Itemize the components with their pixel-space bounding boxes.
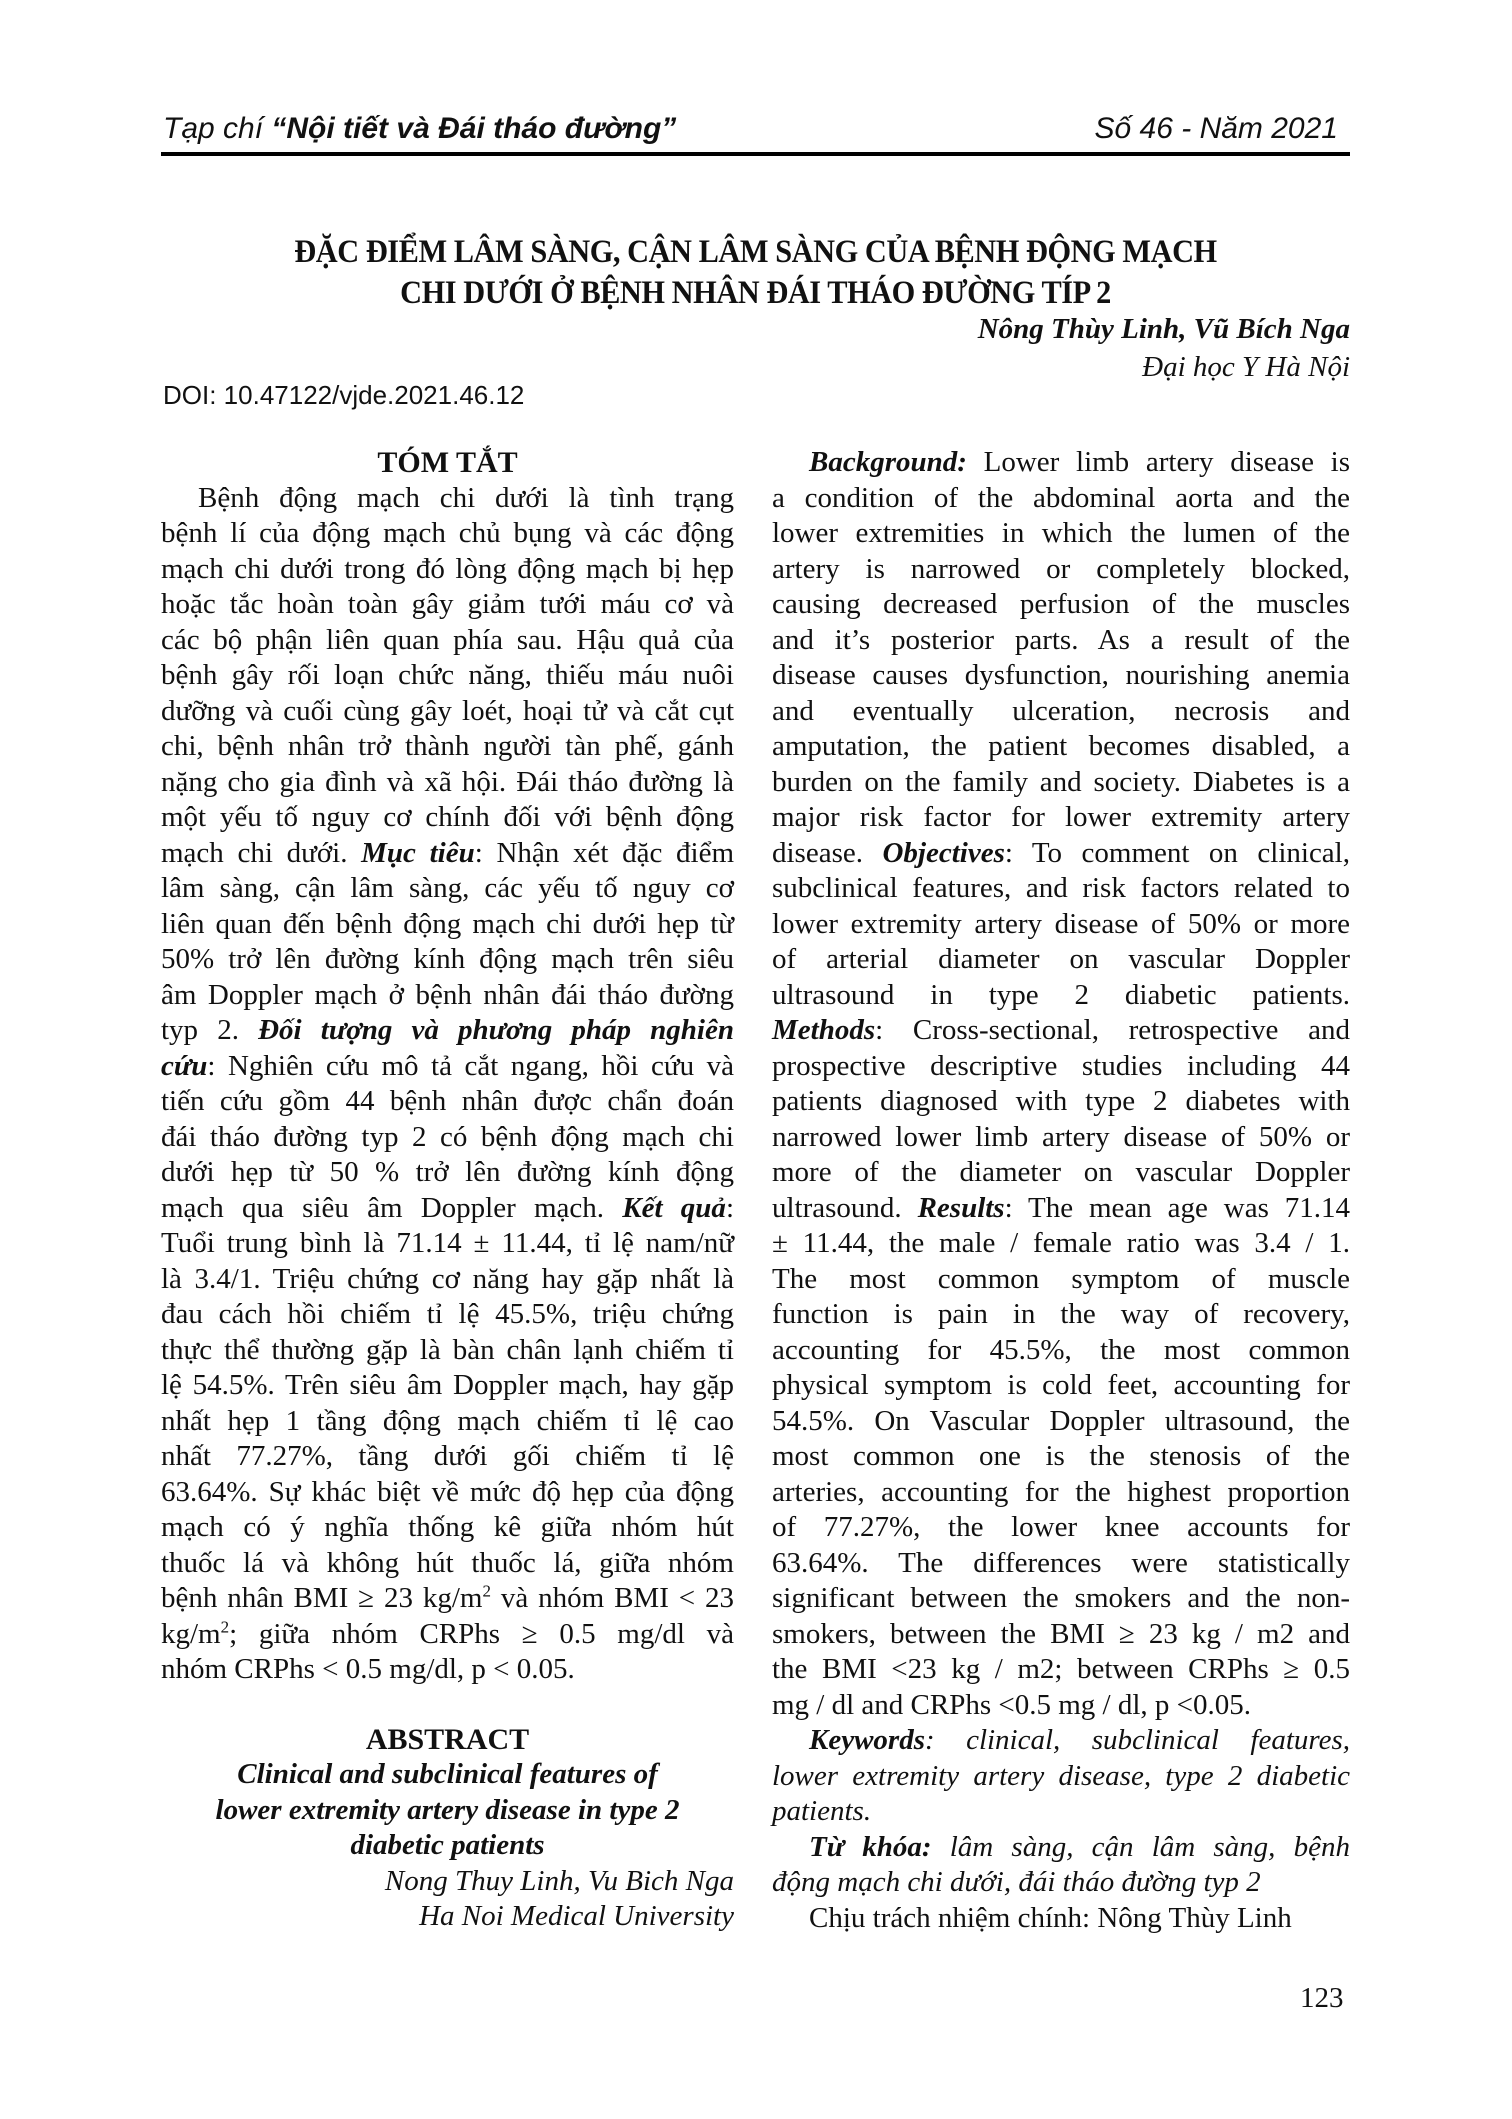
keywords-line: patients.: [772, 1795, 872, 1827]
text-line: [772, 836, 1350, 872]
text-span: và nhóm BMI < 23: [491, 1582, 734, 1614]
responsible-author: Chịu trách nhiệm chính: Nông Thùy Linh: [809, 1901, 1292, 1934]
title-line-2: CHI DƯỚI Ở BỆNH NHÂN ĐÁI THÁO ĐƯỜNG TÍP 2: [400, 275, 1111, 311]
journal-name: “Nội tiết và Đái tháo đường”: [271, 112, 677, 145]
text-line: Bệnh động mạch chi dưới là tình trạng: [198, 481, 734, 514]
text-span: lâm sàng, cận lâm sàng, bệnh: [931, 1830, 1350, 1863]
text-line: bệnh lí của động mạch chủ bụng và các động: [161, 517, 734, 549]
text-span: ultrasound.: [772, 1191, 918, 1224]
methods-label: Đối tượng và phương pháp nghiên: [258, 1014, 734, 1046]
text-line: amputation, the patient becomes disabled, a: [772, 730, 1350, 762]
methods-label: cứu: [161, 1049, 208, 1082]
right-column: [772, 445, 1350, 1936]
text-line: lower extremities in which the lumen of the: [772, 517, 1350, 549]
text-line: [772, 445, 1350, 481]
journal-prefix: Tạp chí: [163, 112, 272, 145]
keywords-label: Keywords: [809, 1724, 925, 1756]
text-line: prospective descriptive studies including 44: [772, 1049, 1350, 1082]
doi[interactable]: DOI: 10.47122/vjde.2021.46.12: [163, 380, 525, 410]
text-line: mạch chi dưới trong đó lòng động mạch bị hẹp: [161, 552, 734, 585]
objectives-label: Objectives: [882, 836, 1005, 869]
text-line: chi, bệnh nhân trở thành người tàn phế, gánh: [161, 730, 734, 762]
text-line: thực thể thường gặp là bàn chân lạnh chiếm tỉ: [161, 1333, 734, 1366]
abstract-title-line: diabetic patients: [350, 1829, 545, 1861]
text-line: [772, 1191, 1350, 1227]
text-span: :: [725, 1191, 734, 1224]
text-line: hoặc tắc hoàn toàn gây giảm tưới máu cơ và: [161, 588, 734, 620]
text-line: [161, 1581, 734, 1617]
text-line: [161, 1191, 734, 1227]
text-line: [161, 836, 734, 872]
text-line: [161, 1013, 734, 1049]
text-line: causing decreased perfusion of the muscles: [772, 588, 1350, 620]
text-span: : Nghiên cứu mô tả cắt ngang, hồi cứu và: [207, 1049, 734, 1082]
running-header: [161, 112, 1350, 156]
text-line: 54.5%. On Vascular Doppler ultrasound, the: [772, 1404, 1350, 1437]
text-line: and it’s posterior parts. As a result of the: [772, 623, 1350, 656]
text-line: lệ 54.5%. Trên siêu âm Doppler mạch, hay gặp: [161, 1369, 734, 1401]
text-line: lâm sàng, cận lâm sàng, các yếu tố nguy cơ: [161, 872, 734, 904]
text-line: thuốc lá và không hút thuốc lá, giữa nhóm: [161, 1546, 734, 1579]
text-line: âm Doppler mạch ở bệnh nhân đái tháo đường: [161, 978, 734, 1011]
text-span: disease.: [772, 836, 883, 869]
text-line: Tuổi trung bình là 71.14 ± 11.44, tỉ lệ nam/nữ: [161, 1227, 734, 1259]
text-line: of arterial diameter on vascular Doppler: [772, 943, 1350, 975]
text-span: mạch qua siêu âm Doppler mạch.: [161, 1191, 623, 1224]
author-block: [978, 310, 1350, 386]
abstract-heading: ABSTRACT: [365, 1722, 530, 1756]
superscript: 2: [482, 1581, 491, 1601]
text-line: nặng cho gia đình và xã hội. Đái tháo đường là: [161, 765, 734, 798]
text-line: function is pain in the way of recovery,: [772, 1298, 1350, 1330]
text-line: bệnh gây rối loạn chức năng, thiếu máu nuôi: [161, 659, 734, 691]
keywords-line: [772, 1723, 1350, 1759]
journal-title: [163, 112, 676, 146]
tukhoa-label: Từ khóa:: [809, 1830, 932, 1863]
text-line: the BMI <23 kg / m2; between CRPhs ≥ 0.5: [772, 1653, 1350, 1685]
abstract-title-line: Clinical and subclinical features of: [237, 1758, 658, 1790]
text-line: 63.64%. The differences were statistically: [772, 1546, 1350, 1579]
text-span: ; giữa nhóm CRPhs ≥ 0.5 mg/dl và: [229, 1617, 734, 1650]
tukhoa-line: [772, 1830, 1350, 1866]
title-line-1: ĐẶC ĐIỂM LÂM SÀNG, CẬN LÂM SÀNG CỦA BỆNH ĐỘNG MẠCH: [294, 234, 1217, 270]
text-line: dưỡng và cuối cùng gây loét, hoại tử và cắt cụt: [161, 694, 734, 727]
text-line: The most common symptom of muscle: [772, 1262, 1350, 1295]
text-span: typ 2.: [161, 1014, 259, 1046]
text-span: bệnh nhân BMI ≥ 23 kg/m: [161, 1582, 483, 1614]
text-line: subclinical features, and risk factors related to: [772, 872, 1350, 904]
text-line: patients diagnosed with type 2 diabetes with: [772, 1085, 1350, 1117]
text-line: arteries, accounting for the highest proportion: [772, 1475, 1350, 1508]
objective-label: Mục tiêu: [361, 836, 475, 869]
spacer: [161, 1688, 734, 1722]
text-line: là 3.4/1. Triệu chứng cơ năng hay gặp nhất là: [161, 1262, 734, 1295]
text-line: a condition of the abdominal aorta and the: [772, 481, 1350, 514]
authors: Nông Thùy Linh, Vũ Bích Nga: [977, 313, 1350, 345]
text-line: [161, 1617, 734, 1653]
text-line: physical symptom is cold feet, accounting for: [772, 1369, 1350, 1401]
text-line: significant between the smokers and the non-: [772, 1582, 1350, 1614]
text-line: artery is narrowed or completely blocked,: [772, 552, 1350, 585]
text-line: accounting for 45.5%, the most common: [772, 1333, 1350, 1366]
keywords-line: lower extremity artery disease, type 2 diabetic: [772, 1759, 1350, 1792]
issue-info: Số 46 - Năm 2021: [1094, 112, 1338, 145]
text-line: [772, 1013, 1350, 1049]
text-line: các bộ phận liên quan phía sau. Hậu quả của: [161, 623, 734, 656]
text-line: mg / dl and CRPhs <0.5 mg / dl, p <0.05.: [772, 1688, 1252, 1721]
text-line: narrowed lower limb artery disease of 50% or: [772, 1120, 1350, 1153]
methods-label: Methods: [772, 1014, 876, 1046]
text-line: ± 11.44, the male / female ratio was 3.4 / 1.: [772, 1227, 1350, 1259]
abstract-title-line: lower extremity artery disease in type 2: [215, 1793, 680, 1826]
text-span: : To comment on clinical,: [1004, 836, 1350, 869]
article-title: [209, 232, 1303, 314]
text-line: đái tháo đường typ 2 có bệnh động mạch chi: [161, 1120, 734, 1153]
tukhoa-line: động mạch chi dưới, đái tháo đường typ 2: [772, 1866, 1261, 1898]
results-label: Kết quả: [622, 1191, 726, 1224]
text-line: tiến cứu gồm 44 bệnh nhân được chẩn đoán: [161, 1085, 734, 1117]
text-line: burden on the family and society. Diabetes is a: [772, 765, 1350, 798]
text-line: disease causes dysfunction, nourishing anemia: [772, 659, 1350, 691]
text-line: 50% trở lên đường kính động mạch trên siêu: [161, 943, 734, 975]
text-line: 63.64%. Sự khác biệt về mức độ hẹp của động: [161, 1475, 734, 1508]
page-number: 123: [1300, 1982, 1344, 2014]
abstract-authors: Nong Thuy Linh, Vu Bich Nga: [384, 1864, 734, 1897]
affiliation: Đại học Y Hà Nội: [1142, 351, 1350, 383]
background-label: Background:: [809, 446, 967, 478]
text-line: more of the diameter on vascular Doppler: [772, 1156, 1350, 1188]
text-line: [161, 1049, 734, 1085]
text-line: nhất hẹp 1 tầng động mạch chiếm tỉ lệ cao: [161, 1404, 734, 1437]
text-line: ultrasound in type 2 diabetic patients.: [772, 978, 1350, 1011]
text-span: Lower limb artery disease is: [966, 446, 1350, 478]
text-line: smokers, between the BMI ≥ 23 kg / m2 and: [772, 1617, 1350, 1650]
left-column: [161, 445, 734, 1935]
superscript: 2: [220, 1616, 230, 1636]
text-line: and eventually ulceration, necrosis and: [772, 694, 1350, 727]
text-line: một yếu tố nguy cơ chính đối với bệnh động: [161, 801, 734, 833]
text-line: đau cách hồi chiếm tỉ lệ 45.5%, triệu chứng: [161, 1298, 734, 1330]
abstract-affiliation: Ha Noi Medical University: [419, 1900, 734, 1932]
text-line: nhất 77.27%, tầng dưới gối chiếm tỉ lệ: [161, 1440, 734, 1472]
summary-heading: TÓM TẮT: [377, 446, 518, 479]
text-span: : Nhận xét đặc điểm: [474, 836, 734, 869]
text-line: dưới hẹp từ 50 % trở lên đường kính động: [161, 1156, 734, 1188]
text-span: : clinical, subclinical features,: [925, 1724, 1350, 1756]
text-span: kg/m: [161, 1617, 221, 1650]
text-line: most common one is the stenosis of the: [772, 1440, 1350, 1472]
text-line: nhóm CRPhs < 0.5 mg/dl, p < 0.05.: [161, 1653, 575, 1685]
text-span: mạch chi dưới.: [161, 836, 362, 869]
text-line: lower extremity artery disease of 50% or more: [772, 907, 1350, 940]
text-line: major risk factor for lower extremity artery: [772, 801, 1350, 833]
text-line: liên quan đến bệnh động mạch chi dưới hẹp từ: [161, 907, 734, 940]
text-line: of 77.27%, the lower knee accounts for: [772, 1511, 1350, 1543]
text-line: mạch có ý nghĩa thống kê giữa nhóm hút: [161, 1511, 734, 1543]
text-span: : Cross-sectional, retrospective and: [875, 1014, 1350, 1046]
results-label: Results: [917, 1191, 1005, 1224]
text-span: : The mean age was 71.14: [1004, 1191, 1350, 1224]
